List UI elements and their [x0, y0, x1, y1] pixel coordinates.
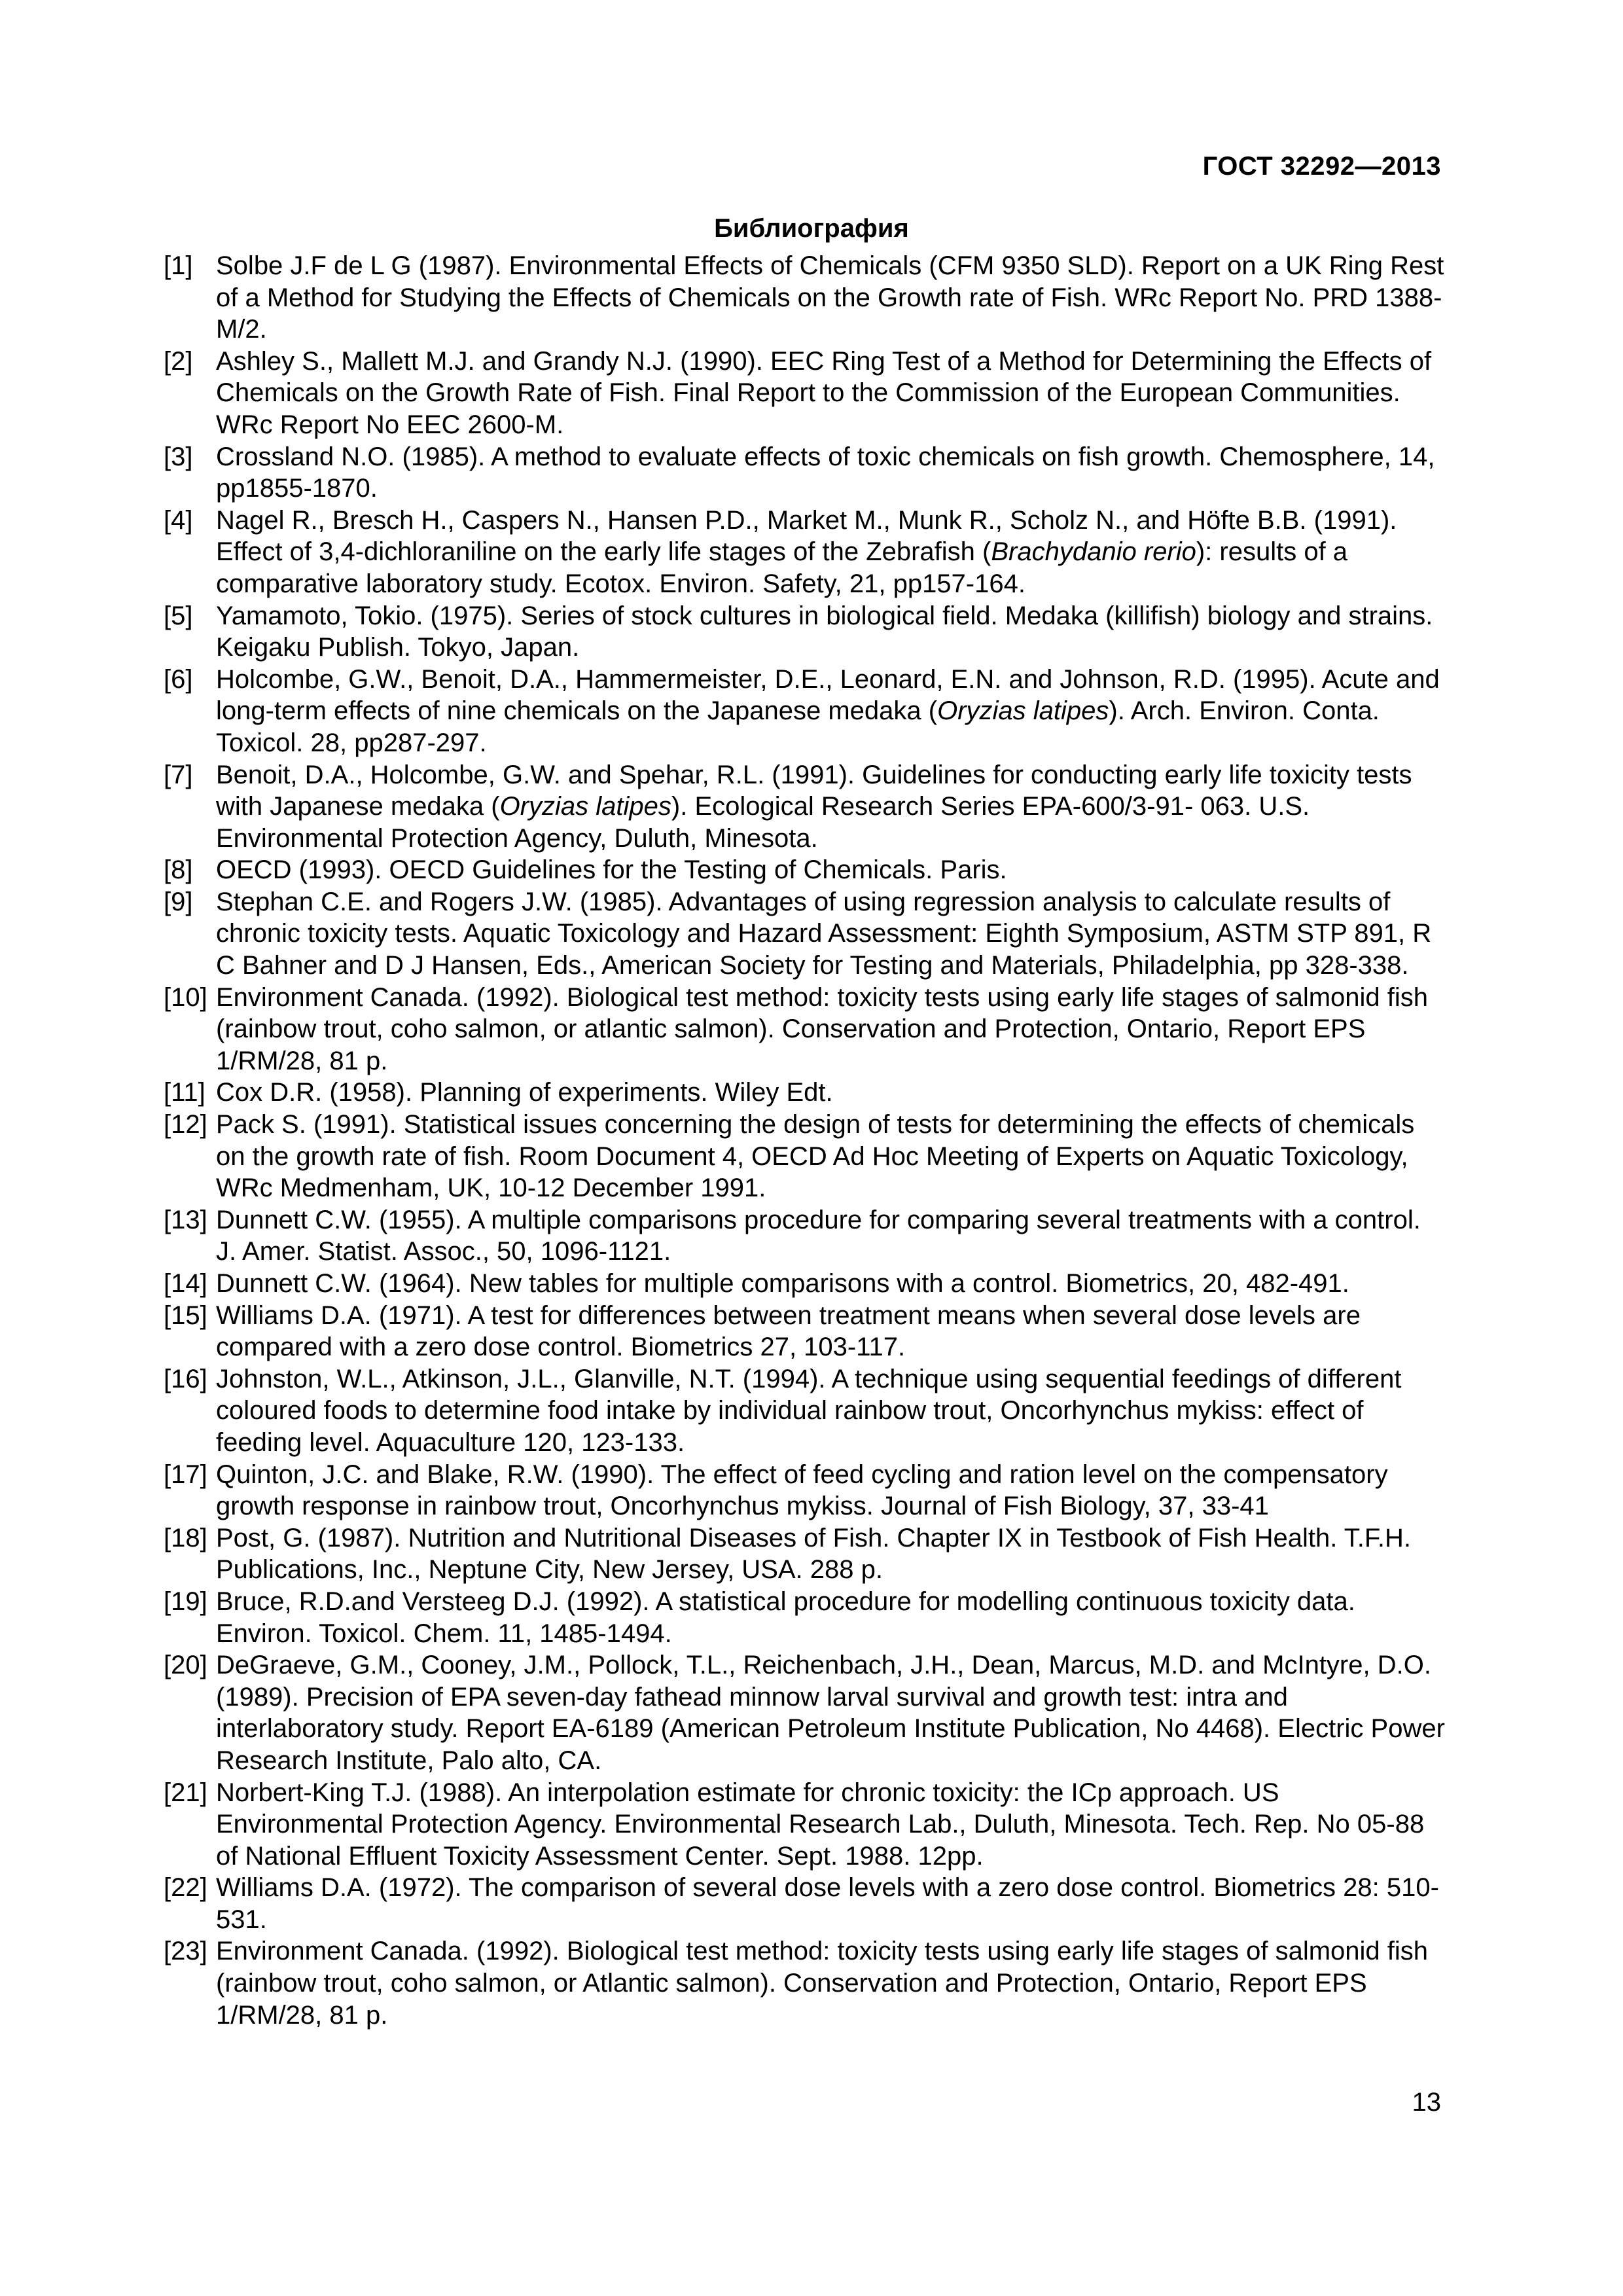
reference-item — [164, 1300, 1446, 1363]
reference-item — [164, 1204, 1446, 1268]
reference-item — [164, 1872, 1446, 1935]
reference-text — [216, 1872, 1446, 1935]
reference-text — [216, 1204, 1446, 1268]
reference-text-segment: Nagel R., Bresch H., Caspers N., Hansen P.D., Market M., Munk R., Scholz N., and Höfte B.B. (1991). Effect of 3,4-dichloraniline on the early life stages of the Zebrafish ( — [216, 505, 1397, 567]
reference-item — [164, 1522, 1446, 1586]
reference-text-segment: Williams D.A. (1971). A test for differences between treatment means when several dose levels are compared with a zero dose control. Biometrics 27, 103-117. — [216, 1300, 1361, 1362]
reference-text — [216, 1586, 1446, 1649]
reference-item — [164, 1649, 1446, 1776]
reference-text-segment: Environment Canada. (1992). Biological test method: toxicity tests using early life stages of salmonid fish (rainbow trout, coho salmon, or atlantic salmon). Conservation and Protection, Ontario, Report EPS 1/RM/28, 81 p. — [216, 982, 1429, 1075]
reference-number: [7] — [164, 760, 193, 789]
reference-item — [164, 1935, 1446, 2031]
reference-number: [2] — [164, 346, 193, 376]
reference-number: [16] — [164, 1364, 207, 1393]
reference-number: [17] — [164, 1460, 207, 1489]
reference-text-segment: Norbert-King T.J. (1988). An interpolation estimate for chronic toxicity: the ICp approach. US Environmental Protection Agency. Environmental Research Lab., Duluth, Minesota. Tech. Rep. No 05-88 of National Effluent Toxicity Assessment Center. Sept. 1988. 12pp. — [216, 1778, 1425, 1871]
reference-item — [164, 759, 1446, 855]
reference-text-segment: ). Ecological Research Series EPA-600/3-91- 063. U.S. Environmental Protection Agency, Duluth, Minesota. — [216, 792, 1310, 853]
reference-number: [20] — [164, 1651, 207, 1680]
reference-text-segment: Dunnett C.W. (1955). A multiple comparisons procedure for comparing several treatments with a control. J. Amer. Statist. Assoc., 50, 1096-1121. — [216, 1205, 1421, 1266]
reference-text-segment: Quinton, J.C. and Blake, R.W. (1990). The effect of feed cycling and ration level on the compensatory growth response in rainbow trout, Oncorhynchus mykiss. Journal of Fish Biology, 37, 33-41 — [216, 1460, 1388, 1521]
reference-text-segment: Post, G. (1987). Nutrition and Nutritional Diseases of Fish. Chapter IX in Testbook of Fish Health. T.F.H. Publications, Inc., Neptune City, New Jersey, USA. 288 p. — [216, 1523, 1412, 1585]
reference-number: [13] — [164, 1205, 207, 1234]
reference-item — [164, 505, 1446, 600]
reference-text — [216, 1649, 1446, 1776]
reference-text-segment: Williams D.A. (1972). The comparison of several dose levels with a zero dose control. Biometrics 28: 510-531. — [216, 1873, 1439, 1934]
reference-number: [10] — [164, 982, 207, 1012]
reference-text-segment: Environment Canada. (1992). Biological test method: toxicity tests using early life stages of salmonid fish (rainbow trout, coho salmon, or Atlantic salmon). Conservation and Protection, Ontario, Report EPS 1/RM/28, 81 p. — [216, 1937, 1429, 2030]
reference-number: [12] — [164, 1110, 207, 1139]
reference-text — [216, 1935, 1446, 2031]
reference-number: [9] — [164, 887, 193, 916]
reference-number: [6] — [164, 664, 193, 694]
reference-item — [164, 441, 1446, 505]
reference-text — [216, 250, 1446, 346]
reference-number: [11] — [164, 1078, 205, 1107]
reference-text-segment: Dunnett C.W. (1964). New tables for multiple comparisons with a control. Biometrics, 20, 482-491. — [216, 1269, 1349, 1298]
reference-item — [164, 1586, 1446, 1649]
reference-text — [216, 1363, 1446, 1459]
reference-text — [216, 346, 1446, 441]
reference-number: [15] — [164, 1300, 207, 1330]
reference-species-name: Brachydanio rerio — [991, 537, 1196, 567]
reference-text-segment: Crossland N.O. (1985). A method to evaluate effects of toxic chemicals on fish growth. Chemosphere, 14, pp1855-1870. — [216, 442, 1435, 503]
reference-text-segment: ): results of a comparative laboratory study. Ecotox. Environ. Safety, 21, pp157-164. — [216, 537, 1348, 598]
reference-item — [164, 886, 1446, 982]
reference-item — [164, 1077, 1446, 1109]
reference-text-segment: ). Arch. Environ. Conta. Toxicol. 28, pp287-297. — [216, 696, 1380, 757]
reference-species-name: Oryzias latipes — [937, 696, 1109, 726]
reference-item — [164, 250, 1446, 346]
reference-item — [164, 982, 1446, 1077]
reference-item — [164, 854, 1446, 886]
reference-number: [18] — [164, 1523, 207, 1552]
reference-text — [216, 505, 1446, 600]
reference-text-segment: OECD (1993). OECD Guidelines for the Testing of Chemicals. Paris. — [216, 855, 1007, 885]
reference-text — [216, 759, 1446, 855]
reference-text-segment: Holcombe, G.W., Benoit, D.A., Hammermeister, D.E., Leonard, E.N. and Johnson, R.D. (1995). Acute and long-term effects of nine chemicals on the Japanese medaka ( — [216, 664, 1440, 726]
reference-item — [164, 1109, 1446, 1204]
reference-text — [216, 664, 1446, 759]
reference-item — [164, 600, 1446, 664]
reference-number: [5] — [164, 601, 193, 630]
section-title: Библиография — [714, 214, 909, 243]
reference-text-segment: Stephan C.E. and Rogers J.W. (1985). Advantages of using regression analysis to calculate results of chronic toxicity tests. Aquatic Toxicology and Hazard Assessment: Eighth Symposium, ASTM STP 891, R C Bahner and D J Hansen, Eds., American Society for Testing and Materials, Philadelphia, pp 328-338. — [216, 887, 1432, 980]
page-number: 13 — [1412, 2088, 1441, 2117]
reference-number: [19] — [164, 1587, 207, 1616]
reference-text — [216, 1777, 1446, 1873]
reference-item — [164, 346, 1446, 441]
bibliography-list — [164, 250, 1446, 2031]
reference-text-segment: Johnston, W.L., Atkinson, J.L., Glanville, N.T. (1994). A technique using sequential feedings of different coloured foods to determine food intake by individual rainbow trout, Oncorhynchus mykiss: effect of feeding level. Aquaculture 120, 123-133. — [216, 1364, 1402, 1457]
reference-text — [216, 600, 1446, 664]
reference-item — [164, 1363, 1446, 1459]
reference-text — [216, 1300, 1446, 1363]
reference-number: [4] — [164, 505, 193, 535]
reference-number: [21] — [164, 1778, 207, 1807]
reference-item — [164, 1268, 1446, 1300]
reference-item — [164, 1777, 1446, 1873]
reference-species-name: Oryzias latipes — [499, 792, 671, 821]
reference-text-segment: Ashley S., Mallett M.J. and Grandy N.J. (1990). EEC Ring Test of a Method for Determining the Effects of Chemicals on the Growth Rate of Fish. Final Report to the Commission of the European Communities. WRc Report No EEC 2600-M. — [216, 346, 1432, 439]
reference-text-segment: Benoit, D.A., Holcombe, G.W. and Spehar, R.L. (1991). Guidelines for conducting early life toxicity tests with Japanese medaka ( — [216, 760, 1412, 821]
reference-number: [14] — [164, 1269, 207, 1298]
reference-text — [216, 982, 1446, 1077]
reference-text-segment: Pack S. (1991). Statistical issues concerning the design of tests for determining the effects of chemicals on the growth rate of fish. Room Document 4, OECD Ad Hoc Meeting of Experts on Aquatic Toxicology, WRc Medmenham, UK, 10-12 December 1991. — [216, 1110, 1415, 1203]
reference-item — [164, 664, 1446, 759]
reference-text — [216, 886, 1446, 982]
reference-text — [216, 1522, 1446, 1586]
reference-text — [216, 854, 1446, 886]
reference-number: [22] — [164, 1873, 207, 1903]
reference-number: [23] — [164, 1937, 207, 1966]
reference-number: [3] — [164, 442, 193, 471]
reference-number: [8] — [164, 855, 193, 885]
reference-text — [216, 1077, 1446, 1109]
reference-text — [216, 441, 1446, 505]
reference-text — [216, 1459, 1446, 1522]
reference-text — [216, 1109, 1446, 1204]
reference-text-segment: Solbe J.F de L G (1987). Environmental Effects of Chemicals (CFM 9350 SLD). Report on a UK Ring Rest of a Method for Studying the Effects of Chemicals on the Growth rate of Fish. WRc Report No. PRD 1388-M/2. — [216, 251, 1444, 344]
reference-text — [216, 1268, 1446, 1300]
document-id: ГОСТ 32292—2013 — [1202, 152, 1441, 181]
reference-number: [1] — [164, 251, 193, 280]
reference-item — [164, 1459, 1446, 1522]
reference-text-segment: Yamamoto, Tokio. (1975). Series of stock cultures in biological field. Medaka (killifish) biology and strains. Keigaku Publish. Tokyo, Japan. — [216, 601, 1433, 662]
reference-text-segment: Bruce, R.D.and Versteeg D.J. (1992). A statistical procedure for modelling continuous toxicity data. Environ. Toxicol. Chem. 11, 1485-1494. — [216, 1587, 1355, 1648]
reference-text-segment: DeGraeve, G.M., Cooney, J.M., Pollock, T.L., Reichenbach, J.H., Dean, Marcus, M.D. and McIntyre, D.O. (1989). Precision of EPA seven-day fathead minnow larval survival and growth test: intra and interlaboratory study. Report EA-6189 (American Petroleum Institute Publication, No 4468). Electric Power Research Institute, Palo alto, CA. — [216, 1651, 1445, 1775]
reference-text-segment: Cox D.R. (1958). Planning of experiments. Wiley Edt. — [216, 1078, 833, 1107]
